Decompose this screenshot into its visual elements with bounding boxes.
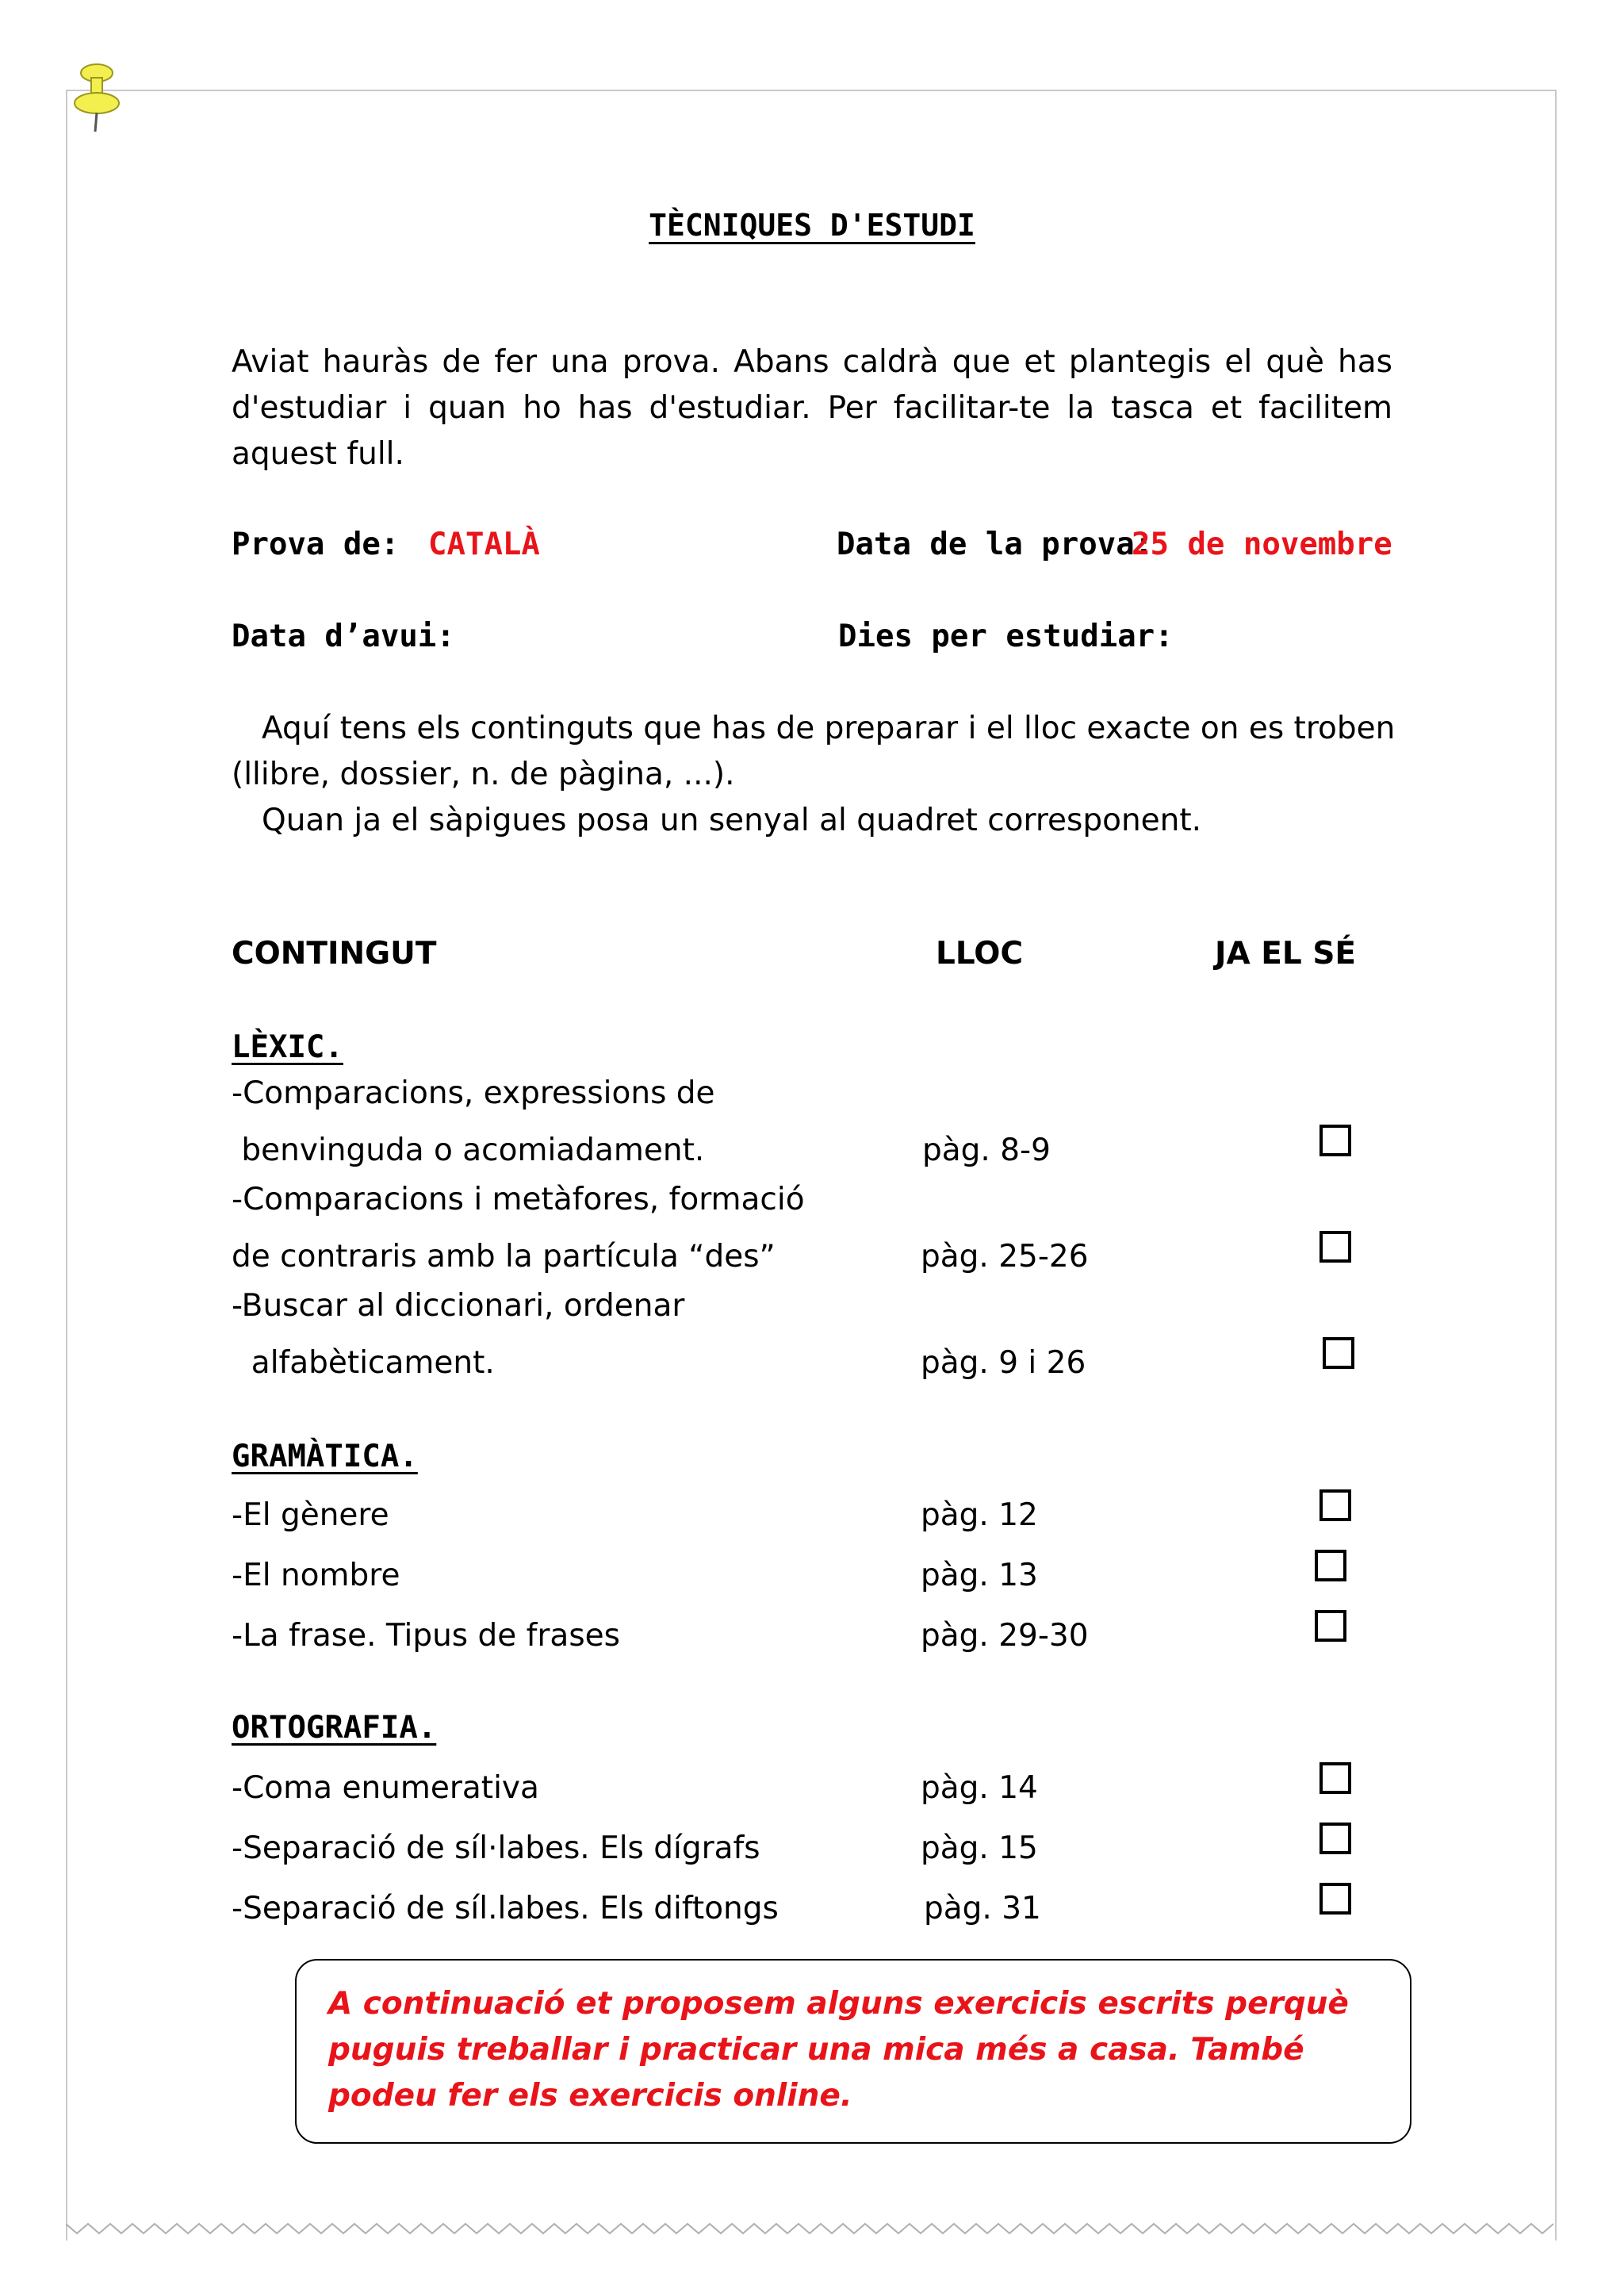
section-title: GRAMÀTICA. (232, 1439, 418, 1474)
data-prova-value: 25 de novembre (1132, 527, 1392, 562)
instruction-line: Quan ja el sàpigues posa un senyal al quadret corresponent. (262, 803, 1202, 838)
content-line: -Comparacions i metàfores, formació (232, 1182, 805, 1217)
dies-estudiar-label: Dies per estudiar: (838, 619, 1174, 654)
column-header-ja-el-se: JA EL SÉ (1215, 936, 1357, 972)
torn-edge (66, 2221, 1557, 2237)
content-line: -Buscar al diccionari, ordenar (232, 1288, 685, 1324)
content-line: alfabèticament. (232, 1345, 495, 1381)
checkbox-icon[interactable] (1320, 1125, 1351, 1156)
place-text: pàg. 25-26 (921, 1239, 1089, 1274)
checkbox-icon[interactable] (1323, 1337, 1354, 1369)
content-line: -Coma enumerativa (232, 1770, 539, 1806)
content-line: -El nombre (232, 1558, 400, 1593)
checkbox-icon[interactable] (1320, 1762, 1351, 1794)
intro-paragraph: Aviat hauràs de fer una prova. Abans caldrà que et plantegis el què has d'estudiar i quan ho has d'estudiar. Per facilitar-te la tasca et facilitem aquest full. (232, 344, 1392, 472)
prova-label: Prova de: (232, 527, 400, 562)
checkbox-icon[interactable] (1320, 1489, 1351, 1521)
checkbox-icon[interactable] (1320, 1231, 1351, 1263)
data-prova-label: Data de la prova: (837, 527, 1154, 562)
place-text: pàg. 12 (921, 1497, 1038, 1533)
content-line: -Comparacions, expressions de (232, 1075, 715, 1111)
place-text: pàg. 15 (921, 1830, 1038, 1866)
place-text: pàg. 9 i 26 (921, 1345, 1086, 1381)
place-text: pàg. 31 (924, 1891, 1041, 1926)
content-line: -La frase. Tipus de frases (232, 1618, 620, 1654)
page-title: TÈCNIQUES D'ESTUDI (649, 208, 975, 243)
section-title: ORTOGRAFIA. (232, 1710, 437, 1746)
checkbox-icon[interactable] (1320, 1883, 1351, 1915)
column-header-contingut: CONTINGUT (232, 936, 437, 972)
content-line: de contraris amb la partícula “des” (232, 1239, 776, 1274)
place-text: pàg. 14 (921, 1770, 1038, 1806)
instruction-line: Aquí tens els continguts que has de preparar i el lloc exacte on es troben (262, 711, 1396, 746)
exercises-callout: A continuació et proposem alguns exercicis escrits perquè puguis treballar i practicar una mica més a casa. També podeu fer els exercicis online. (295, 1959, 1411, 2144)
content-line: -El gènere (232, 1497, 389, 1533)
place-text: pàg. 29-30 (921, 1618, 1089, 1654)
place-text: pàg. 13 (921, 1558, 1038, 1593)
column-header-lloc: LLOC (936, 936, 1024, 972)
push-pin-icon (70, 62, 121, 135)
content-line: -Separació de síl.labes. Els diftongs (232, 1891, 779, 1926)
data-avui-label: Data d’avui: (232, 619, 455, 654)
checkbox-icon[interactable] (1320, 1823, 1351, 1854)
instruction-line: (llibre, dossier, n. de pàgina, ...). (232, 757, 735, 792)
place-text: pàg. 8-9 (922, 1133, 1051, 1168)
checkbox-icon[interactable] (1315, 1610, 1346, 1642)
checkbox-icon[interactable] (1315, 1550, 1346, 1581)
prova-value: CATALÀ (428, 527, 540, 562)
content-line: benvinguda o acomiadament. (232, 1133, 705, 1168)
content-line: -Separació de síl·labes. Els dígrafs (232, 1830, 760, 1866)
section-title: LÈXIC. (232, 1029, 343, 1065)
